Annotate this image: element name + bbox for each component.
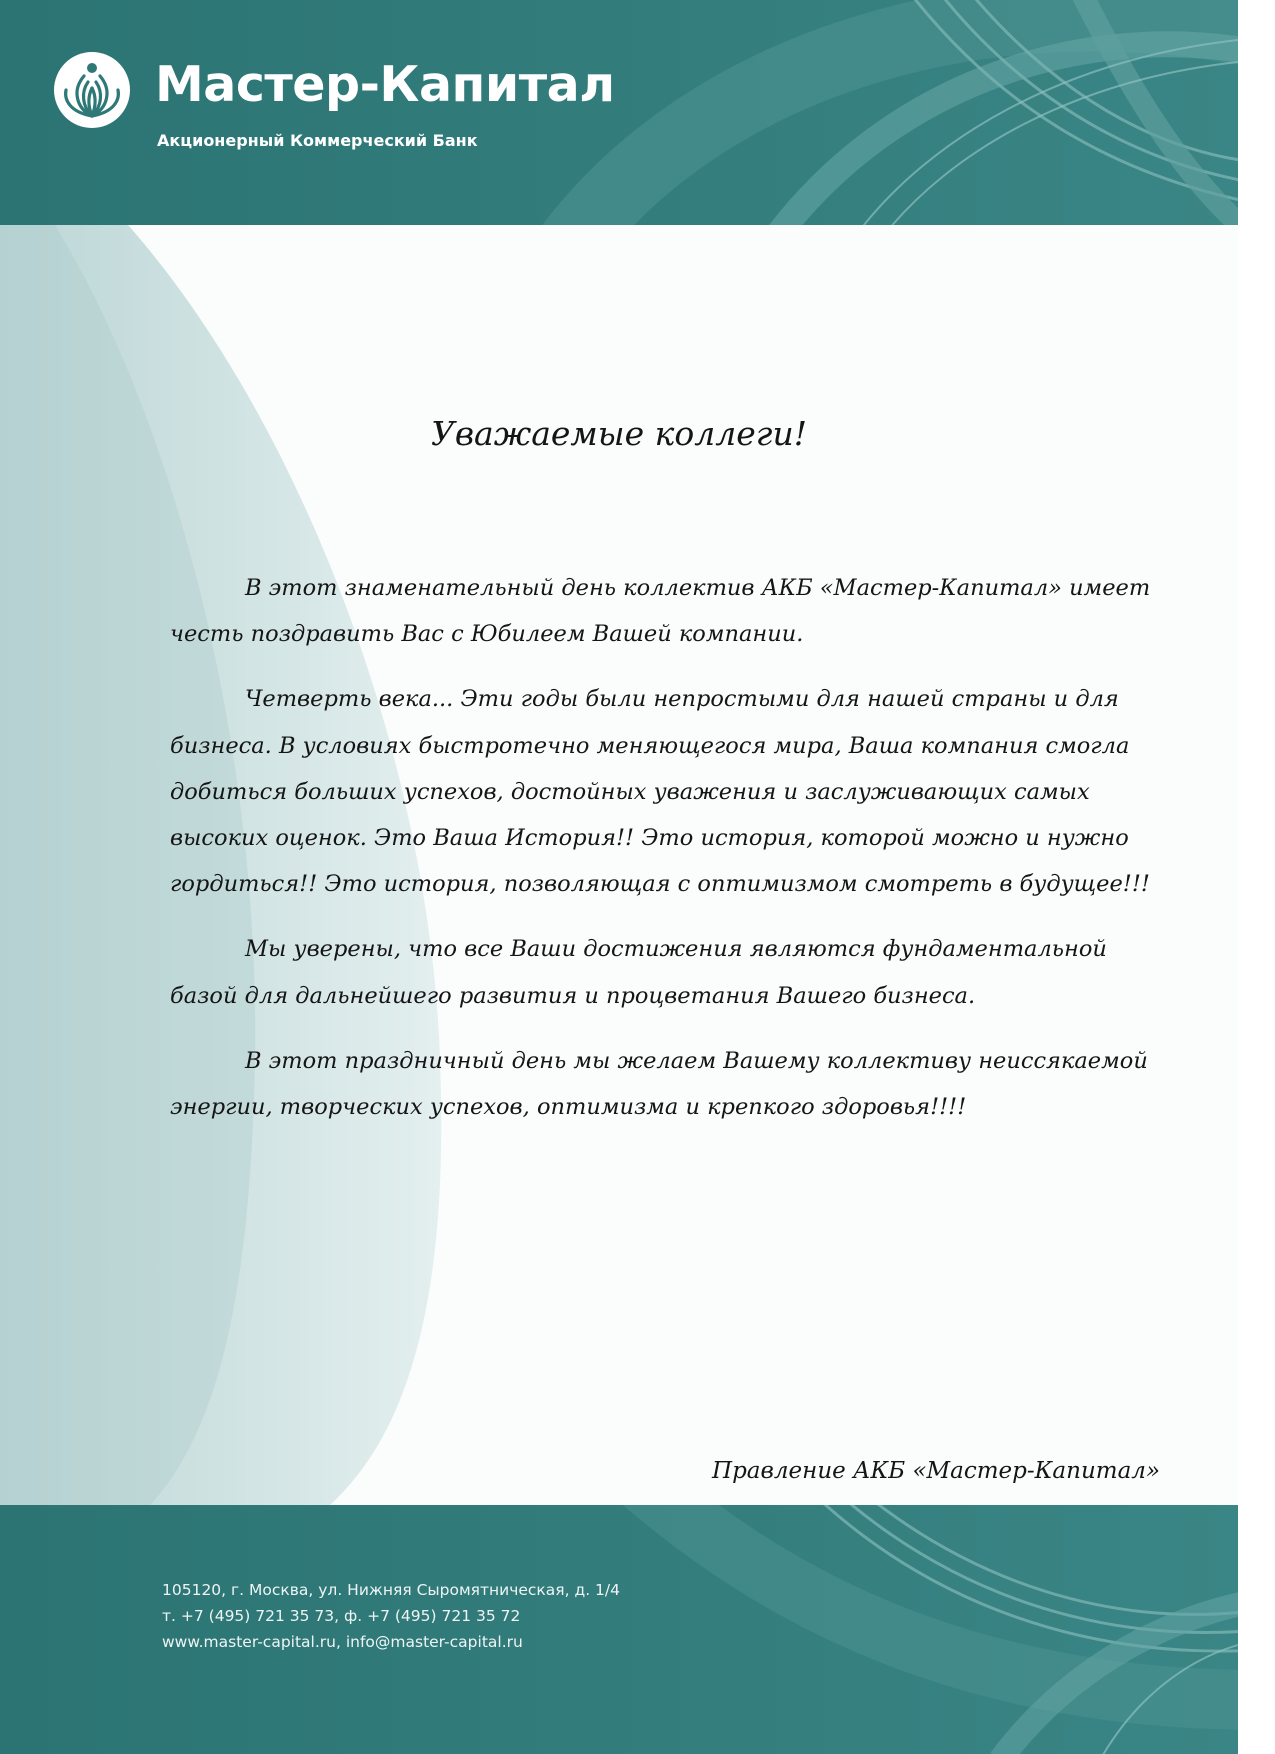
footer-phones: т. +7 (495) 721 35 73, ф. +7 (495) 721 35 72 xyxy=(162,1607,521,1625)
letter-paragraph: В этот праздничный день мы желаем Вашему коллективу неиссякаемой энергии, творческих успехов, оптимизма и крепкого здоровья!!!! xyxy=(170,1047,1148,1121)
letter-paragraph: Четверть века... Эти годы были непростыми для нашей страны и для бизнеса. В условиях быстротечно меняющегося мира, Ваша компания смогла добиться больших успехов, достойных уважения и заслуживающих самых высоких оценок. Это Ваша История!! Это история, которой можно и нужно гордиться!! Это история, позволяющая с оптимизмом смотреть в будущее!!! xyxy=(170,686,1150,898)
bank-type: Акционерный Коммерческий Банк xyxy=(157,131,478,150)
bank-name: Мастер-Капитал xyxy=(155,56,615,113)
letter-body xyxy=(170,565,1162,1149)
letter-paragraph: В этот знаменательный день коллектив АКБ «Мастер-Капитал» имеет честь поздравить Вас с Юбилеем Вашей компании. xyxy=(170,575,1151,648)
scan-margin xyxy=(1238,0,1275,1754)
footer-address: 105120, г. Москва, ул. Нижняя Сыромятническая, д. 1/4 xyxy=(162,1581,620,1599)
letter-salutation: Уважаемые коллеги! xyxy=(430,414,808,453)
footer-web: www.master-capital.ru, info@master-capital.ru xyxy=(162,1633,523,1651)
letter-paragraph: Мы уверены, что все Ваши достижения являются фундаментальной базой для дальнейшего развития и процветания Вашего бизнеса. xyxy=(170,936,1107,1009)
letter-signature: Правление АКБ «Мастер-Капитал» xyxy=(712,1458,1160,1484)
lotus-logo-icon xyxy=(52,50,132,130)
